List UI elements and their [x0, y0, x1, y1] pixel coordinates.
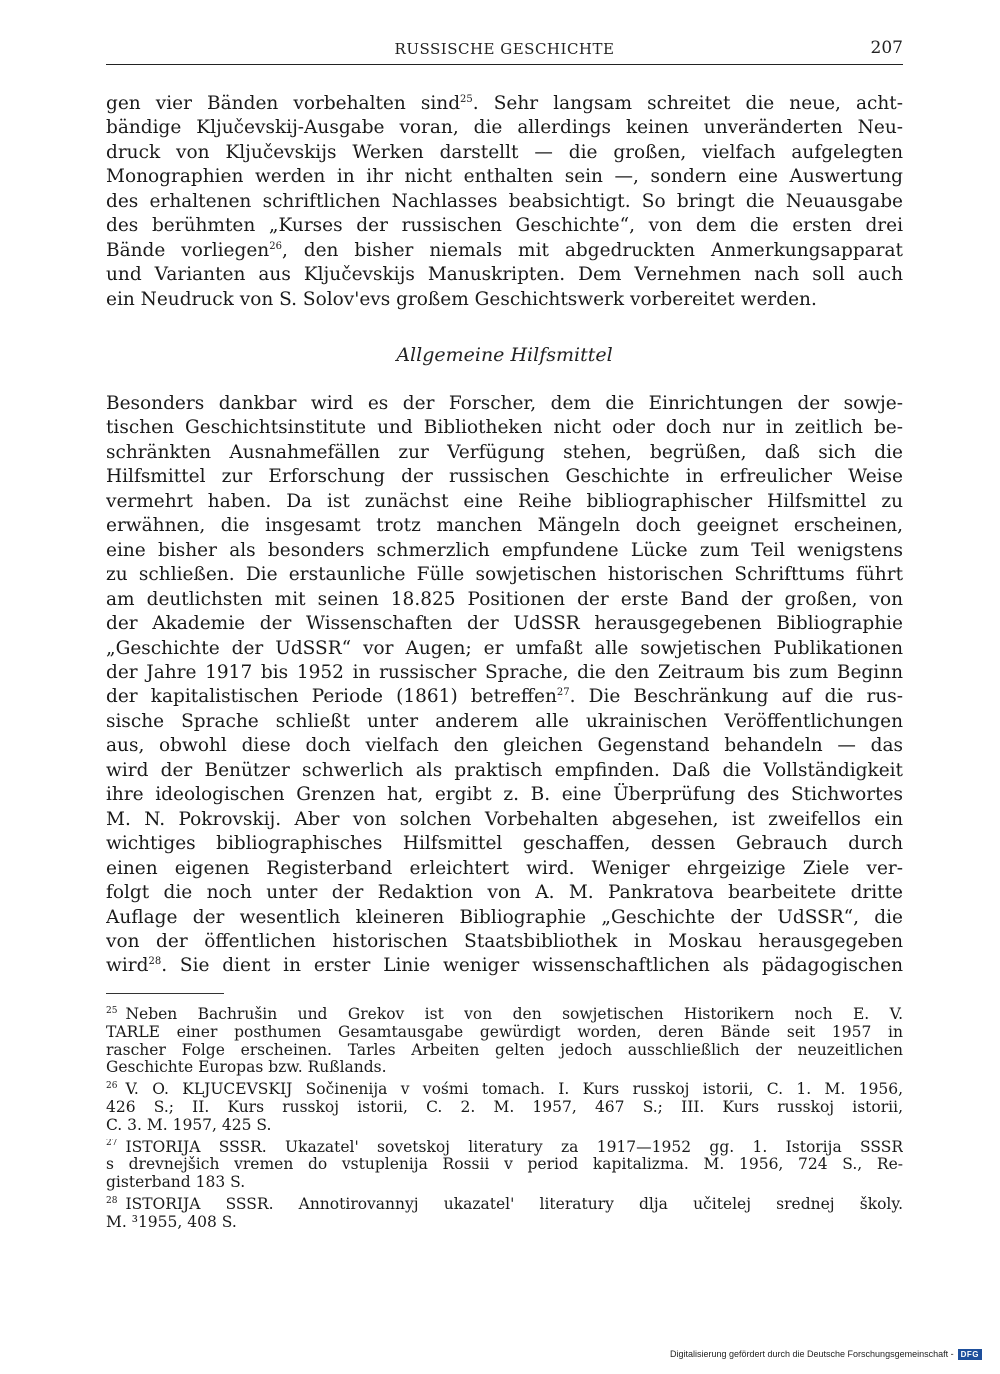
footnote-25: [106, 1006, 903, 1077]
credit-text: Digitalisierung gefördert durch die Deutsche Forschungsgemeinschaft -: [669, 1349, 954, 1359]
running-head: [106, 36, 903, 65]
footnote-line: gisterband 183 S.: [106, 1174, 246, 1192]
paragraph-line: [106, 685, 903, 709]
paragraph-line: und Varianten aus Ključevskijs Manuskripten. Dem Vernehmen nach soll auch: [106, 264, 903, 286]
footnote-line: M. ³1955, 408 S.: [106, 1213, 237, 1231]
paragraph-line: [106, 92, 903, 116]
line-text: . Sie dient in erster Linie weniger wissenschaftlichen als pädagogischen: [161, 955, 903, 977]
paragraph-line: wird der Benützer schwerlich als praktisch empfinden. Daß die Vollständigkeit: [106, 759, 903, 781]
paragraph-line: Monographien werden in ihr nicht enthalten sein —, sondern eine Auswertung: [106, 166, 903, 188]
paragraph-line: schränkten Ausnahmefällen zur Verfügung stehen, begrüßen, daß sich die: [106, 441, 903, 463]
footnote-ref[interactable]: 28: [148, 956, 162, 968]
line-text: Bände vorliegen: [106, 239, 270, 261]
footnote-line: [106, 1081, 903, 1099]
paragraph-line: der Jahre 1917 bis 1952 in russischer Sprache, die den Zeitraum bis zum Beginn: [106, 661, 903, 683]
paragraph-line: folgt die noch unter der Redaktion von A. M. Pankratova bearbeitete dritte: [106, 882, 903, 904]
footnote-28: [106, 1196, 903, 1232]
digitization-credit: [670, 1347, 982, 1361]
footnote-line: Č. 3. M. 1957, 425 S.: [106, 1116, 272, 1134]
paragraph-line: [106, 954, 903, 978]
footnote-line: s drevnejšich vremen do vstuplenija Rossii v period kapitalizma. M. 1956, 724 S., Re-: [106, 1156, 903, 1174]
paragraph-line: Besonders dankbar wird es der Forscher, dem die Einrichtungen der sowje-: [106, 393, 903, 414]
paragraph-line: M. N. Pokrovskij. Aber von solchen Vorbehalten abgesehen, ist zweifellos ein: [106, 808, 903, 830]
paragraph-line: des erhaltenen schriftlichen Nachlasses beabsichtigt. So bringt die Neuausgabe: [106, 190, 903, 212]
footnote-number: 27: [106, 1138, 118, 1149]
line-text: gen vier Bänden vorbehalten sind: [106, 93, 461, 114]
footnote-26: [106, 1081, 903, 1134]
paragraph-line: aus, obwohl diese doch vielfach den gleichen Gegenstand behandeln — das: [106, 735, 903, 757]
footnote-text: V. O. KLJUČEVSKIJ Sočinenija v vośmi tomach. I. Kurs russkoj istorii, Č. 1. M. 1956,: [125, 1081, 903, 1099]
paragraph-line: der Akademie der Wissenschaften der UdSSR herausgegebenen Bibliographie: [106, 613, 903, 635]
paragraph-line: ihre ideologischen Grenzen hat, ergibt z. B. eine Überprüfung des Stichwortes: [106, 784, 903, 806]
paragraph-line: am deutlichsten mit seinen 18.825 Positionen der erste Band der großen, von: [106, 588, 903, 610]
line-text: . Die Beschränkung auf die rus-: [569, 686, 903, 708]
section-heading: Allgemeine Hilfsmittel: [396, 344, 613, 366]
footnote-number: 26: [106, 1081, 118, 1092]
footnote-text: Neben Bachrušin und Grekov ist von den sowjetischen Historikern noch E. V.: [125, 1006, 903, 1023]
footnotes: [106, 1006, 903, 1236]
footnote-line: [106, 1006, 903, 1024]
footnote-line: [106, 1196, 903, 1214]
footnote-number: 28: [106, 1195, 118, 1206]
footnote-line: TARLE einer posthumen Gesamtausgabe gewürdigt worden, deren Bände seit 1957 in: [106, 1023, 903, 1041]
paragraph-line: tischen Geschichtsinstitute und Bibliotheken nicht oder doch nur in zeitlich be-: [106, 417, 903, 439]
paragraph-line: [106, 239, 903, 263]
running-title: RUSSISCHE GESCHICHTE: [394, 40, 615, 58]
paragraph-line: „Geschichte der UdSSR“ vor Augen; er umfaßt alle sowjetischen Publikationen: [106, 637, 903, 659]
paragraph-2: [106, 392, 903, 979]
footnote-27: [106, 1139, 903, 1192]
paragraph-line: bändige Ključevskij-Ausgabe voran, die allerdings keinen unveränderten Neu-: [106, 117, 903, 139]
footnote-number: 25: [106, 1006, 118, 1016]
footnote-text: ISTORIJA SSSR. Annotirovannyj ukazatel' literatury dlja učitelej srednej školy.: [125, 1195, 903, 1213]
footnote-divider: [106, 993, 224, 994]
footnote-ref[interactable]: 26: [269, 240, 282, 252]
paragraph-line: sische Sprache schließt unter anderem alle ukrainischen Veröffentlichungen: [106, 710, 903, 732]
line-text: wird: [106, 955, 149, 977]
footnote-ref[interactable]: 27: [556, 687, 570, 699]
paragraph-line: erwähnen, die insgesamt trotz manchen Mängeln doch geeignet erscheinen,: [106, 515, 903, 537]
footnote-line: [106, 1139, 903, 1157]
footnote-text: ISTORIJA SSSR. Ukazatel' sovetskoj literatury za 1917—1952 gg. 1. Istorija SSSR: [125, 1138, 903, 1156]
paragraph-line: eine bisher als besonders schmerzlich empfundene Lücke zum Teil wenigstens: [106, 539, 903, 561]
paragraph-line: wichtiges bibliographisches Hilfsmittel geschaffen, dessen Gebrauch durch: [106, 833, 903, 855]
paragraph-line: Hilfsmittel zur Erforschung der russischen Geschichte in erfreulicher Weise: [106, 466, 903, 488]
paragraph-line: ein Neudruck von S. Solov'evs großem Geschichtswerk vorbereitet werden.: [106, 288, 817, 310]
footnote-line: 426 S.; II. Kurs russkoj istorii, Č. 2. M. 1957, 467 S.; III. Kurs russkoj istorii,: [106, 1098, 903, 1116]
paragraph-line: des berühmten „Kurses der russischen Geschichte“, von dem die ersten drei: [106, 215, 903, 237]
paragraph-line: einen eigenen Registerband erleichtert wird. Weniger ehrgeizige Ziele ver-: [106, 857, 903, 879]
line-text: . Sehr langsam schreitet die neue, acht-: [472, 93, 903, 114]
line-text: der kapitalistischen Periode (1861) betreffen: [106, 686, 557, 708]
paragraph-line: druck von Ključevskijs Werken darstellt — die großen, vielfach aufgelegten: [106, 141, 903, 163]
paragraph-line: von der öffentlichen historischen Staatsbibliothek in Moskau herausgegeben: [106, 930, 903, 952]
paragraph-line: zu schließen. Die erstaunliche Fülle sowjetischen historischen Schrifttums führt: [106, 564, 903, 586]
footnote-line: rascher Folge erscheinen. Tarles Arbeiten gelten jedoch ausschließlich der neuzeitlichen: [106, 1041, 903, 1059]
page-number: 207: [870, 38, 903, 58]
dfg-logo-icon: DFG: [958, 1349, 982, 1360]
paragraph-line: vermehrt haben. Da ist zunächst eine Reihe bibliographischer Hilfsmittel zu: [106, 490, 903, 512]
footnote-ref[interactable]: 25: [460, 93, 473, 105]
paragraph-1: [106, 92, 903, 312]
footnote-line: Geschichte Europas bzw. Rußlands.: [106, 1059, 387, 1077]
line-text: , den bisher niemals mit abgedruckten Anmerkungsapparat: [281, 239, 903, 261]
paragraph-line: Auflage der wesentlich kleineren Bibliographie „Geschichte der UdSSR“, die: [106, 906, 903, 928]
